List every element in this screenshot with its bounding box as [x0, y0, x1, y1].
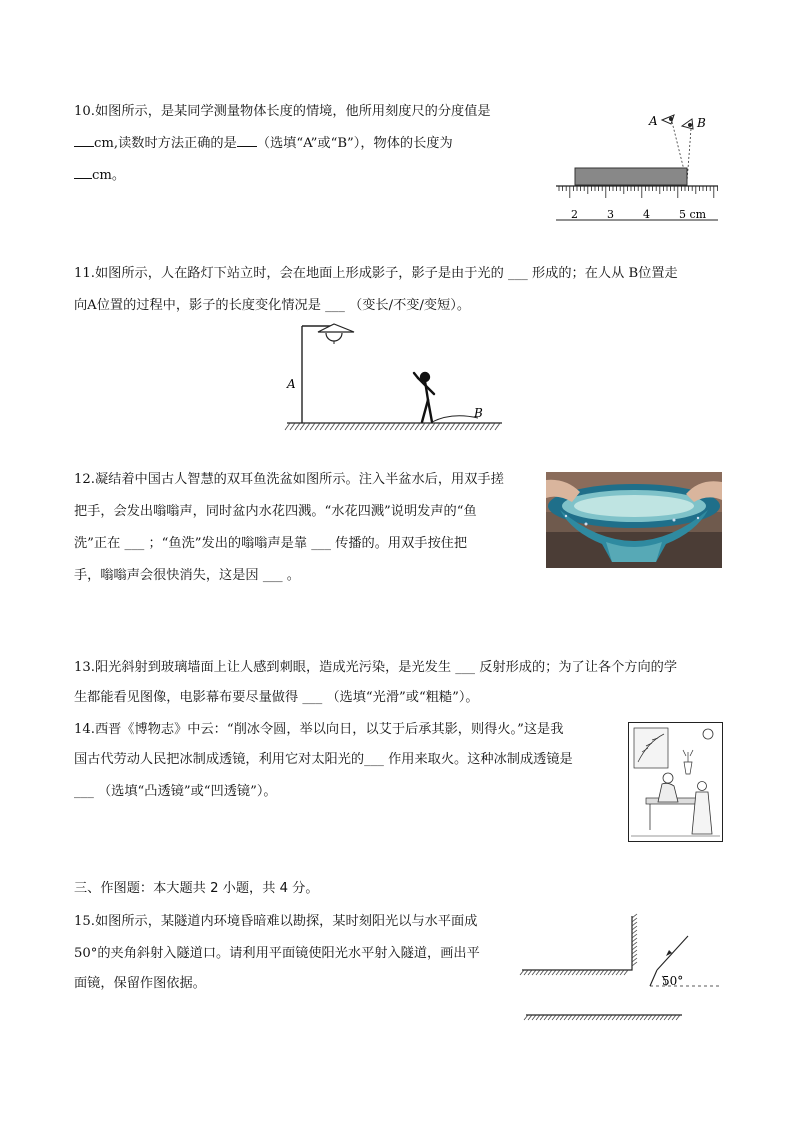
ruler-figure: [550, 102, 725, 227]
label-a: A: [287, 377, 296, 391]
section-heading: 三、作图题：本大题共 2 小题，共 4 分。: [74, 881, 319, 896]
measured-object: [575, 168, 687, 185]
q10-line-2: [74, 128, 453, 160]
q14-line-1: 14.西晋《博物志》中云：“削冰令圆，举以向日，以艾于后承其影，则得火。”这是我: [74, 722, 564, 737]
label-b: B: [474, 406, 483, 420]
q15-line-2: 50°的夹角斜射入隧道口。请利用平面镜使阳光水平射入隧道，画出平: [74, 946, 480, 961]
q12-line-1: 12.凝结着中国古人智慧的双耳鱼洗盆如图所示。注入半盆水后，用双手搓: [74, 472, 504, 487]
label-b: B: [697, 116, 706, 130]
answer-blank[interactable]: [237, 132, 257, 147]
sunlight-ray: [657, 936, 688, 970]
q14-line-2: 国古代劳动人民把冰制成透镜，利用它对太阳光的___ 作用来取火。这种冰制成透镜是: [74, 752, 573, 767]
shadow: [432, 416, 478, 422]
ancient-illustration: [628, 722, 723, 842]
q12-line-2: 把手，会发出嗡嗡声，同时盆内水花四溅。“水花四溅”说明发声的“鱼: [74, 504, 477, 519]
q15-line-1: 15.如图所示，某隧道内环境昏暗难以勘探，某时刻阳光以与水平面成: [74, 914, 478, 929]
answer-blank[interactable]: [74, 132, 94, 147]
q11-line-1: 11.如图所示，人在路灯下站立时，会在地面上形成影子，影子是由于光的 ___ 形成的；在人从 B位置走: [74, 266, 678, 281]
q12-line-4: 手，嗡嗡声会很快消失，这是因 ___ 。: [74, 568, 300, 583]
q15-line-3: 面镜，保留作图依据。: [74, 976, 206, 991]
tick-label-5: 5 cm: [679, 208, 707, 221]
q10-line-1: 10.如图所示，是某同学测量物体长度的情境，他所用刻度尺的分度值是: [74, 104, 491, 119]
eye-b-icon: [682, 119, 693, 129]
streetlamp-figure: [282, 318, 507, 433]
q10-line-2a: cm,读数时方法正确的是: [94, 136, 237, 151]
q10-line-3-text: cm。: [92, 168, 126, 183]
q13-line-2: 生都能看见图像，电影幕布要尽量做得 ___ （选填“光滑”或“粗糙”）。: [74, 690, 479, 705]
tunnel-upper-wall: [522, 916, 632, 970]
fish-basin-photo: [546, 472, 722, 568]
q12-line-3: 洗”正在 ___ ；“鱼洗”发出的嗡嗡声是靠 ___ 传播的。用双手按住把: [74, 536, 468, 551]
q14-line-3: ___ （选填“凸透镜”或“凹透镜”）。: [74, 784, 277, 799]
q13-line-1: 13.阳光斜射到玻璃墙面上让人感到刺眼，造成光污染，是光发生 ___ 反射形成的；为了让各个方向的学: [74, 660, 678, 675]
q10-line-3: [74, 160, 125, 192]
q11-line-2: 向A位置的过程中，影子的长度变化情况是 ___ （变长/不变/变短）。: [74, 298, 471, 313]
tick-label-2: 2: [571, 208, 578, 221]
lamp-icon: [318, 324, 354, 332]
angle-label: 50°: [662, 974, 684, 988]
answer-blank[interactable]: [74, 164, 92, 179]
label-a: A: [649, 114, 658, 128]
tick-label-4: 4: [643, 208, 650, 221]
tick-label-3: 3: [607, 208, 614, 221]
q10-line-2b: （选填“A”或“B”），物体的长度为: [256, 136, 453, 151]
tunnel-figure: [516, 908, 726, 1026]
person-icon: [414, 373, 434, 422]
